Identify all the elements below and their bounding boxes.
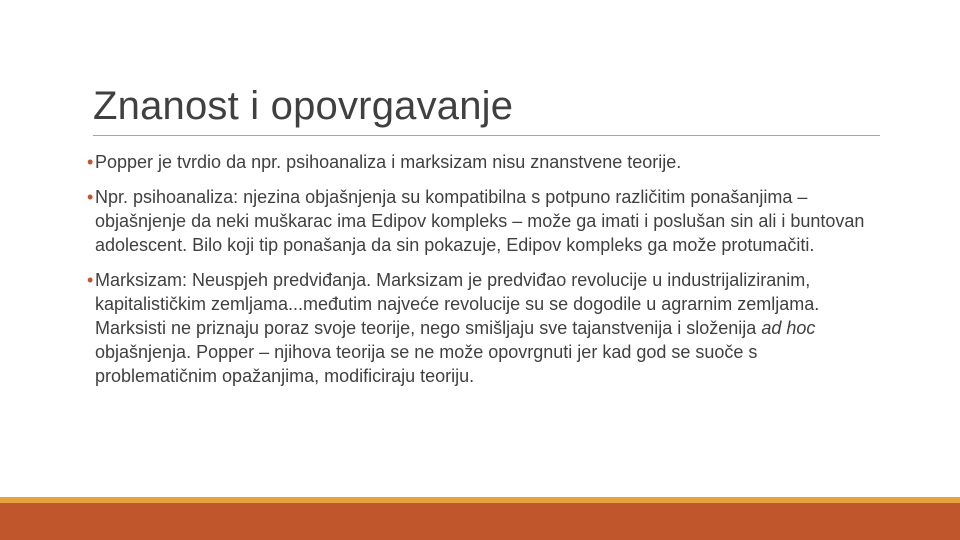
title-divider <box>93 135 880 136</box>
bullet-marker: • <box>87 270 94 290</box>
bullet-item <box>87 150 877 174</box>
bullet-item <box>87 185 877 257</box>
bullet-marker: • <box>87 187 94 207</box>
bullet-list <box>87 150 877 399</box>
bullet-text <box>95 268 877 388</box>
bullet-text-part: Marksizam: Neuspjeh predviđanja. Marksizam je predviđao revolucije u industrijaliziranim, kapitalističkim zemljama...međutim najveće revolucije su se dogodile u agrarnim zemljama. Marksisti ne priznaju poraz svoje teorije, nego smišljaju sve tajanstvenija i složenija <box>95 270 820 338</box>
bullet-marker: • <box>87 152 94 172</box>
bullet-text: Popper je tvrdio da npr. psihoanaliza i marksizam nisu znanstvene teorije. <box>95 152 682 172</box>
bullet-text-part: objašnjenja. Popper – njihova teorija se ne može opovrgnuti jer kad god se suoče s problematičnim opažanjima, modificiraju teoriju. <box>95 342 758 386</box>
footer-bar <box>0 503 960 540</box>
bullet-text: Npr. psihoanaliza: njezina objašnjenja su kompatibilna s potpuno različitim ponašanjima – objašnjenje da neki muškarac ima Edipov kompleks – može ga imati i poslušan sin ali i buntovan adolescent. Bilo koji tip ponašanja da sin pokazuje, Edipov kompleks ga može protumačiti. <box>95 187 865 255</box>
bullet-item <box>87 268 877 388</box>
slide-title: Znanost i opovrgavanje <box>93 84 514 128</box>
bullet-text-italic: ad hoc <box>761 318 816 338</box>
